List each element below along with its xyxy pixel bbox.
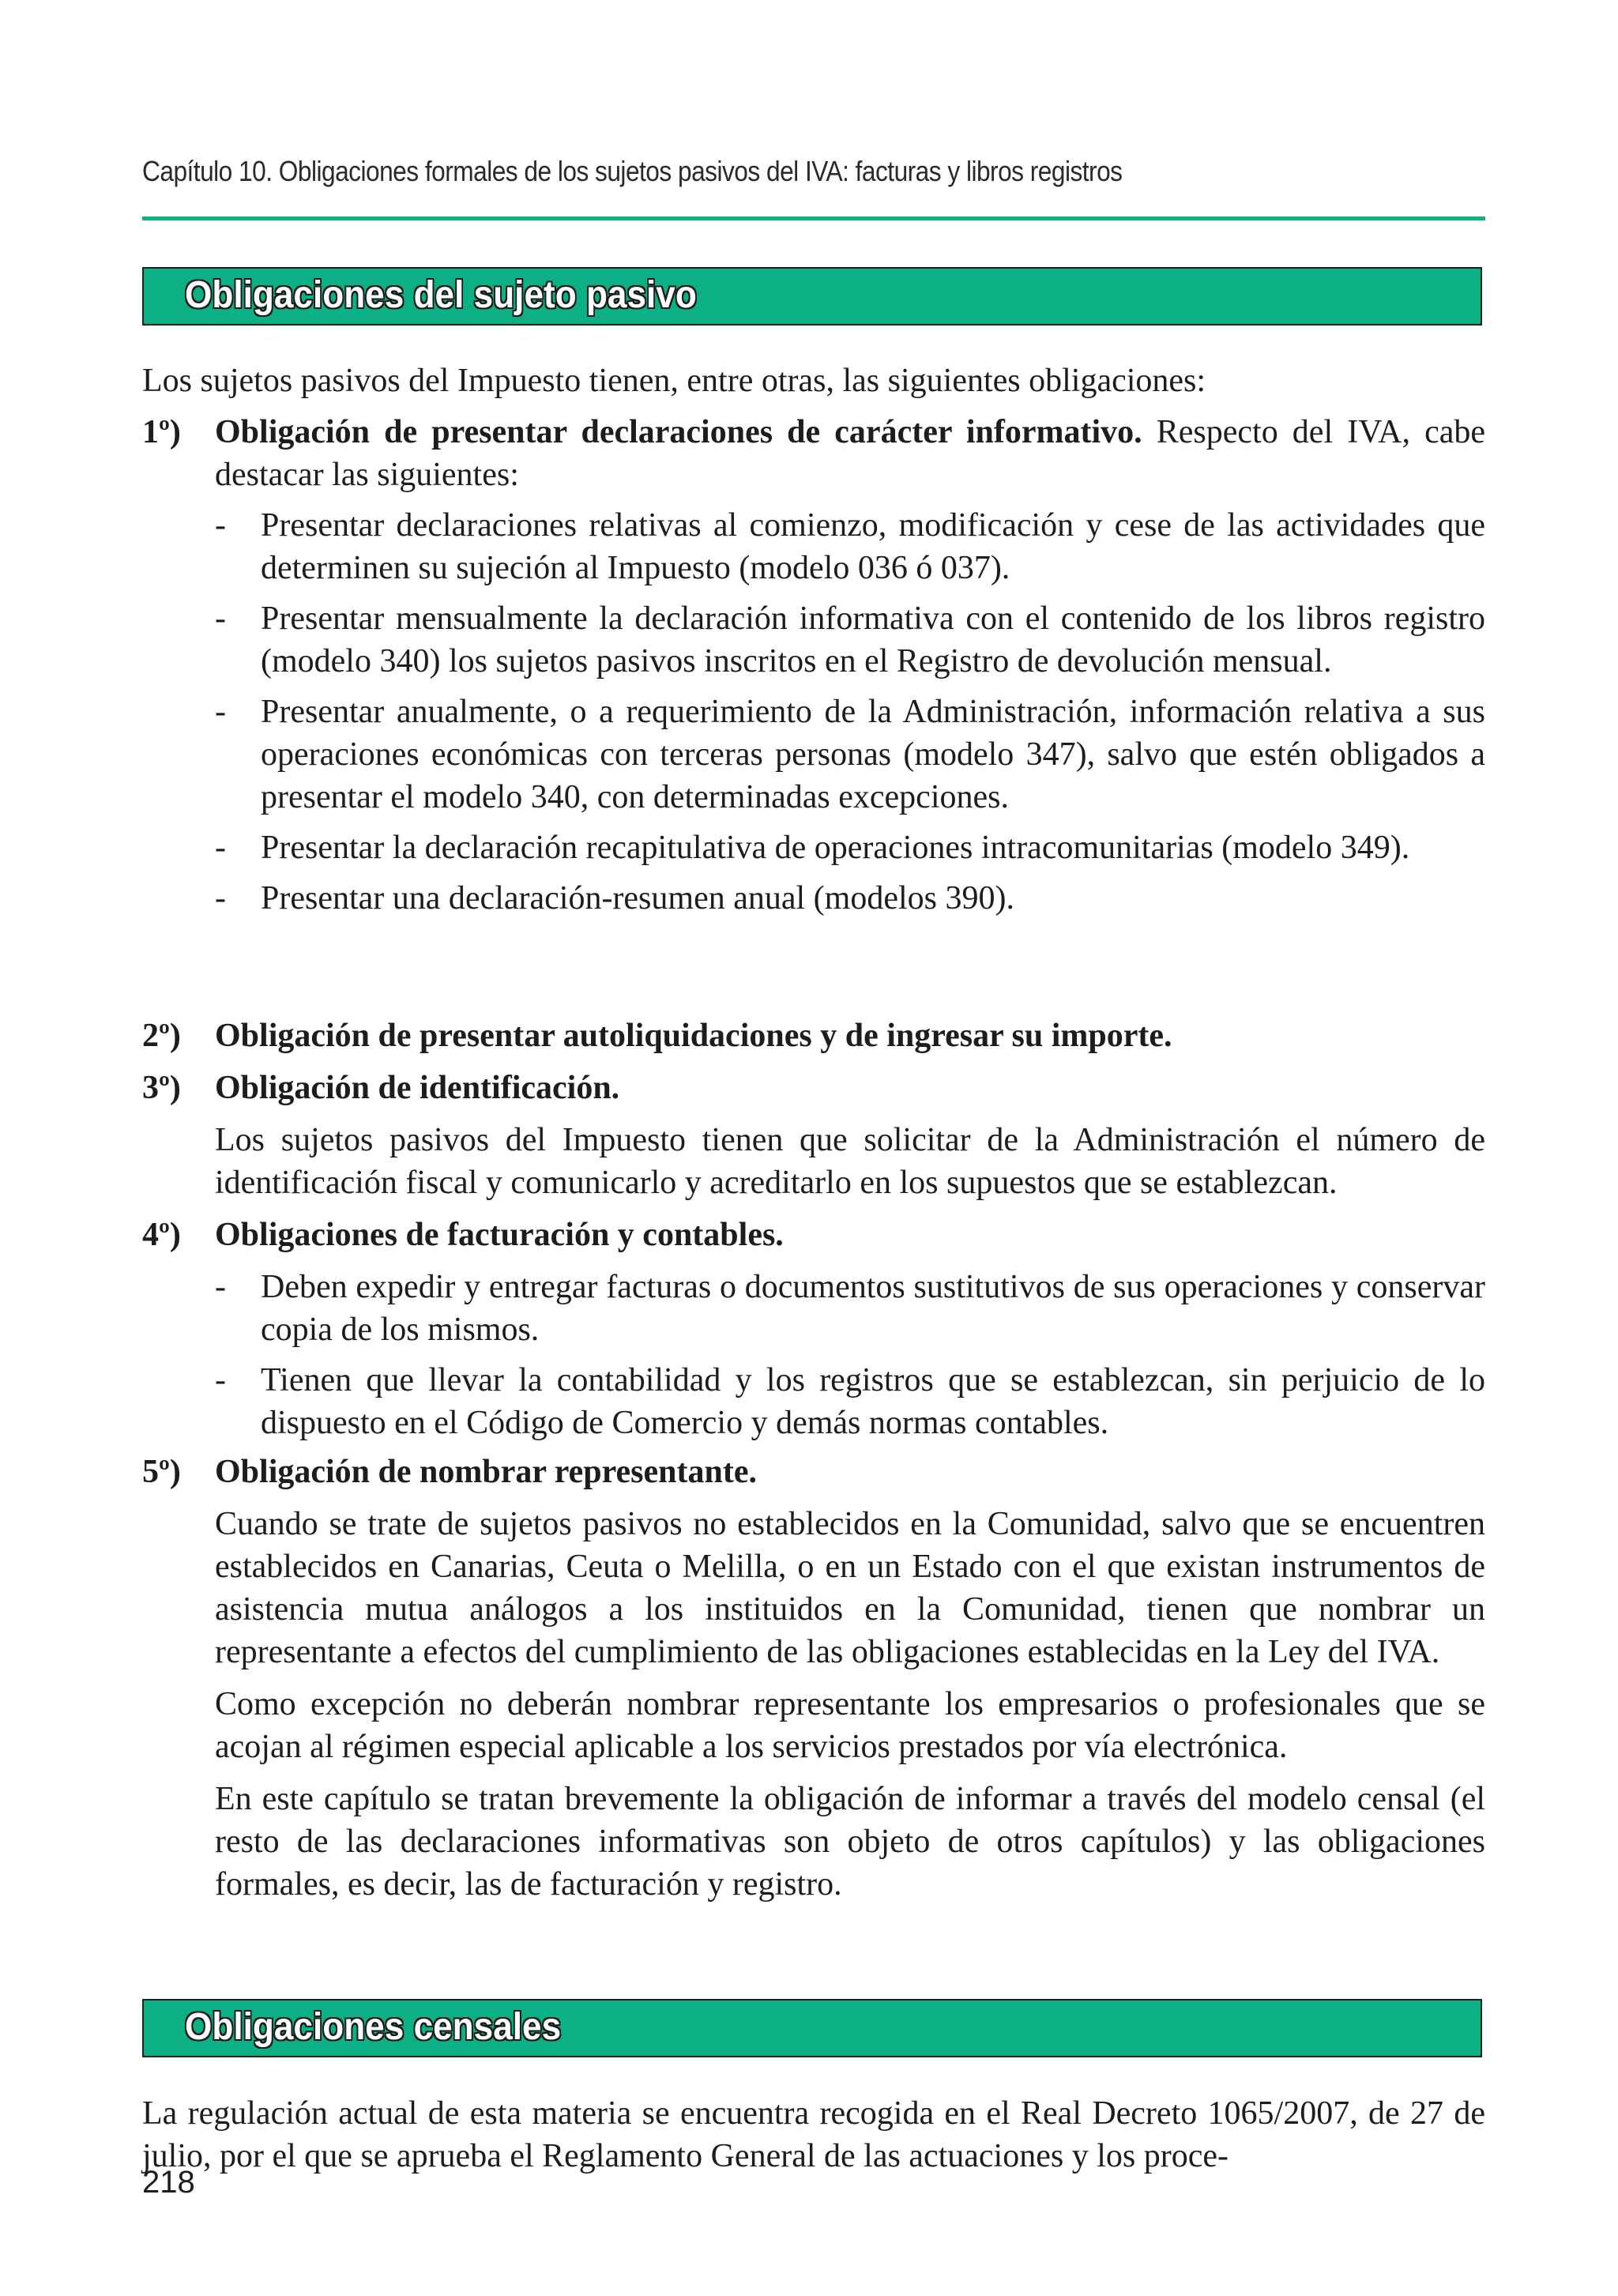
section2-paragraph <box>142 2092 1485 2177</box>
intro-paragraph <box>142 359 1485 402</box>
item-heading: Obligaciones de facturación y contables. <box>215 1217 784 1253</box>
section-title: Obligaciones censales <box>185 2006 562 2048</box>
obligation-item-5 <box>142 1451 1485 1906</box>
item-number: 2º) <box>142 1018 181 1054</box>
item-heading: Obligación de presentar declaraciones de carácter informativo. <box>215 414 1142 450</box>
obligation-item-1 <box>142 411 1485 920</box>
item-paragraph: En este capítulo se tratan brevemente la obligación de informar a través del modelo censal (el resto de las declaraciones informativas son objeto de otros capítulos) y las obligaciones formales, es decir, las de facturación y registro. <box>215 1781 1485 1903</box>
section-title: Obligaciones del sujeto pasivo <box>185 274 697 316</box>
obligation-item-2 <box>142 1014 1485 1057</box>
section-heading-bar <box>142 267 1482 326</box>
bullet-text: Presentar mensualmente la declaración informativa con el contenido de los libros registro (modelo 340) los sujetos pasivos inscritos en el Registro de devolución mensual. <box>261 600 1485 679</box>
bullet-item: - Tienen que llevar la contabilidad y los registros que se establezcan, sin perjuicio de lo dispuesto en el Código de Comercio y demás normas contables. <box>215 1362 1485 1441</box>
bullet-item: - Presentar una declaración-resumen anual (modelos 390). <box>215 880 1014 917</box>
item-lead: Respecto del IVA, cabe destacar las siguientes: <box>215 414 1485 493</box>
bullet-item: - Presentar mensualmente la declaración informativa con el contenido de los libros registro (modelo 340) los sujetos pasivos inscritos en el Registro de devolución mensual. <box>215 600 1485 679</box>
page-number: 218 <box>142 2165 195 2200</box>
running-header: Capítulo 10. Obligaciones formales de los sujetos pasivos del IVA: facturas y libros registros <box>142 155 1123 187</box>
item-paragraph: Cuando se trate de sujetos pasivos no establecidos en la Comunidad, salvo que se encuentren establecidos en Canarias, Ceuta o Melilla, o en un Estado con el que existan instrumentos de asistencia mutua análogos a los instituidos en la Comunidad, tienen que nombrar un representante a efectos del cumplimiento de las obligaciones establecidas en la Ley del IVA. <box>215 1506 1485 1670</box>
item-number: 1º) <box>142 414 181 450</box>
item-heading-line <box>215 411 1485 496</box>
bullet-text: Presentar declaraciones relativas al comienzo, modificación y cese de las actividades que determinen su sujeción al Impuesto (modelo 036 ó 037). <box>261 507 1485 586</box>
bullet-item: - Deben expedir y entregar facturas o documentos sustitutivos de sus operaciones y conservar copia de los mismos. <box>215 1269 1485 1348</box>
bullet-item: - Presentar la declaración recapitulativa de operaciones intracomunitarias (modelo 349). <box>215 830 1410 866</box>
item-heading: Obligación de identificación. <box>215 1070 620 1106</box>
item-number: 3º) <box>142 1070 181 1106</box>
intro-text: Los sujetos pasivos del Impuesto tienen, entre otras, las siguientes obligaciones: <box>142 363 1206 399</box>
bullet-text: Presentar una declaración-resumen anual (modelos 390). <box>261 880 1014 917</box>
item-heading: Obligación de presentar autoliquidaciones y de ingresar su importe. <box>215 1018 1172 1054</box>
item-paragraph: Los sujetos pasivos del Impuesto tienen que solicitar de la Administración el número de identificación fiscal y comunicarlo y acreditarlo en los supuestos que se establezcan. <box>215 1122 1485 1201</box>
item-heading: Obligación de nombrar representante. <box>215 1454 757 1490</box>
section-heading-bar <box>142 1999 1482 2057</box>
header-rule <box>142 216 1485 220</box>
obligation-item-4 <box>142 1214 1485 1444</box>
bullet-text: Tienen que llevar la contabilidad y los registros que se establezcan, sin perjuicio de lo dispuesto en el Código de Comercio y demás normas contables. <box>261 1362 1485 1441</box>
obligation-item-3 <box>142 1067 1485 1204</box>
item-paragraph: Como excepción no deberán nombrar representante los empresarios o profesionales que se acojan al régimen especial aplicable a los servicios prestados por vía electrónica. <box>215 1686 1485 1765</box>
page <box>142 0 1485 2296</box>
item-number: 5º) <box>142 1454 181 1490</box>
bullet-text: Deben expedir y entregar facturas o documentos sustitutivos de sus operaciones y conservar copia de los mismos. <box>261 1269 1485 1348</box>
bullet-text: Presentar la declaración recapitulativa de operaciones intracomunitarias (modelo 349). <box>261 830 1410 866</box>
item-number: 4º) <box>142 1217 181 1253</box>
bullet-text: Presentar anualmente, o a requerimiento de la Administración, información relativa a sus operaciones económicas con terceras personas (modelo 347), salvo que estén obligados a presentar el modelo 340, con determinadas excepciones. <box>261 694 1485 815</box>
bullet-item: - Presentar anualmente, o a requerimiento de la Administración, información relativa a sus operaciones económicas con terceras personas (modelo 347), salvo que estén obligados a presentar el modelo 340, con determinadas excepciones. <box>215 694 1485 815</box>
bullet-item: - Presentar declaraciones relativas al comienzo, modificación y cese de las actividades que determinen su sujeción al Impuesto (modelo 036 ó 037). <box>215 507 1485 586</box>
section2-text: La regulación actual de esta materia se encuentra recogida en el Real Decreto 1065/2007, de 27 de julio, por el que se aprueba el Reglamento General de las actuaciones y los proce- <box>142 2095 1485 2174</box>
